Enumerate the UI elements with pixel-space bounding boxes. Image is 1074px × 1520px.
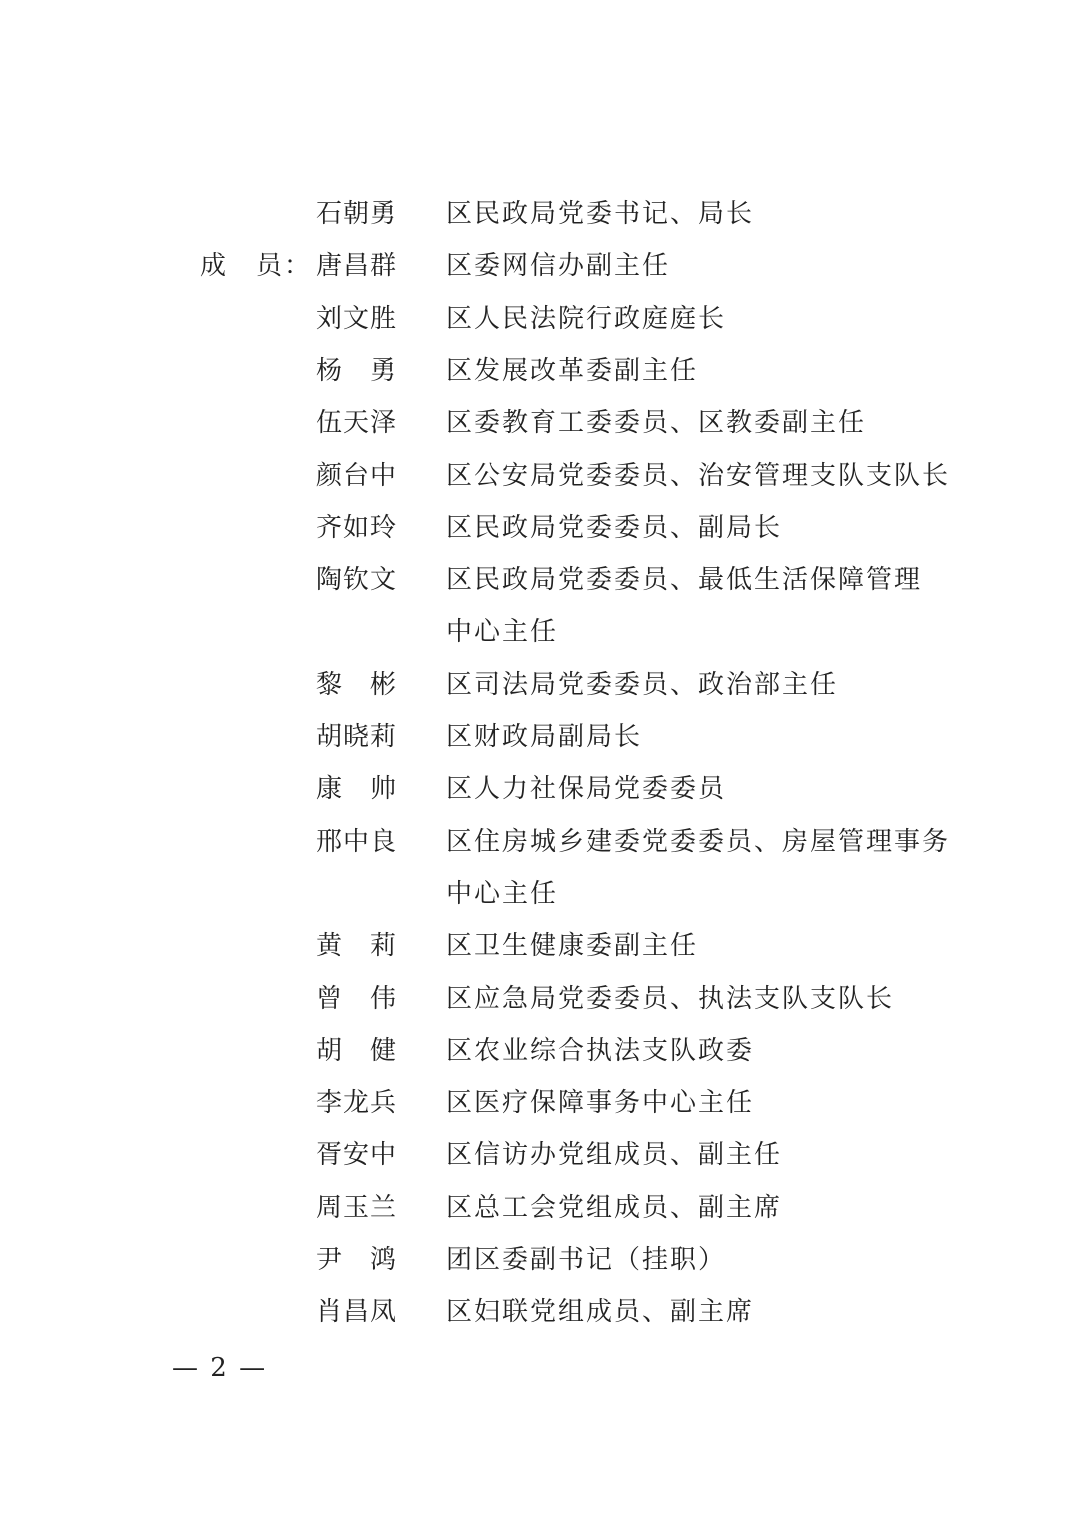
member-name: 陶钦文 <box>316 565 398 596</box>
member-name: 唐昌群 <box>316 251 398 282</box>
member-row <box>0 456 1074 496</box>
member-row <box>0 1188 1074 1228</box>
member-row <box>0 299 1074 339</box>
member-row <box>0 246 1074 286</box>
member-name: 尹 鸿 <box>316 1245 398 1275</box>
member-name: 曾 伟 <box>316 983 398 1014</box>
member-row <box>0 979 1074 1019</box>
member-duty: 区委教育工委委员、区教委副主任 <box>446 408 867 439</box>
member-name: 齐如玲 <box>316 512 398 543</box>
page-number: — 2 — <box>172 1353 268 1383</box>
member-name: 邢中良 <box>316 826 398 857</box>
member-name: 胥安中 <box>316 1140 398 1171</box>
member-name: 康 帅 <box>316 774 398 805</box>
member-name: 杨 勇 <box>316 355 398 386</box>
member-row <box>0 612 1074 652</box>
member-row <box>0 1031 1074 1071</box>
member-name: 胡晓莉 <box>316 722 398 752</box>
member-duty: 区人民法院行政庭庭长 <box>446 303 727 334</box>
member-duty: 区应急局党委委员、执法支队支队长 <box>446 983 895 1014</box>
member-row <box>0 822 1074 862</box>
member-row <box>0 874 1074 914</box>
member-duty: 团区委副书记（挂职） <box>446 1245 727 1275</box>
member-name: 刘文胜 <box>316 303 398 334</box>
member-duty: 区卫生健康委副主任 <box>446 931 699 962</box>
member-row <box>0 194 1074 234</box>
member-name: 周玉兰 <box>316 1192 398 1223</box>
member-duty: 区委网信办副主任 <box>446 251 671 282</box>
member-name: 伍天泽 <box>316 408 398 439</box>
member-duty: 区发展改革委副主任 <box>446 355 699 386</box>
member-row <box>0 717 1074 757</box>
member-name: 李龙兵 <box>316 1088 398 1119</box>
members-label: 成 员： <box>200 251 313 282</box>
member-row <box>0 1135 1074 1175</box>
member-row <box>0 403 1074 443</box>
member-duty: 区医疗保障事务中心主任 <box>446 1088 755 1119</box>
member-row <box>0 560 1074 600</box>
member-row <box>0 1292 1074 1332</box>
member-name: 颜台中 <box>316 460 398 491</box>
member-duty: 区总工会党组成员、副主席 <box>446 1192 783 1223</box>
member-row <box>0 926 1074 966</box>
member-duty: 区财政局副局长 <box>446 722 643 752</box>
member-name: 石朝勇 <box>316 199 398 229</box>
member-duty: 区信访办党组成员、副主任 <box>446 1140 783 1171</box>
member-row <box>0 665 1074 705</box>
member-duty: 区民政局党委委员、副局长 <box>446 512 783 543</box>
member-name: 黎 彬 <box>316 669 398 700</box>
member-duty: 区民政局党委书记、局长 <box>446 199 755 229</box>
member-duty: 区民政局党委委员、最低生活保障管理 <box>446 565 923 596</box>
member-duty: 区人力社保局党委委员 <box>446 774 727 805</box>
member-duty: 中心主任 <box>446 878 559 909</box>
member-row <box>0 508 1074 548</box>
member-duty: 区司法局党委委员、政治部主任 <box>446 669 839 700</box>
member-row <box>0 769 1074 809</box>
member-duty: 区公安局党委委员、治安管理支队支队长 <box>446 460 951 491</box>
member-duty: 区农业综合执法支队政委 <box>446 1035 755 1066</box>
member-duty: 区妇联党组成员、副主席 <box>446 1297 755 1328</box>
member-name: 肖昌凤 <box>316 1297 398 1328</box>
member-duty: 区住房城乡建委党委委员、房屋管理事务 <box>446 826 951 857</box>
member-row <box>0 351 1074 391</box>
member-row <box>0 1083 1074 1123</box>
member-name: 胡 健 <box>316 1035 398 1066</box>
member-name: 黄 莉 <box>316 931 398 962</box>
member-row <box>0 1240 1074 1280</box>
member-duty: 中心主任 <box>446 617 559 648</box>
